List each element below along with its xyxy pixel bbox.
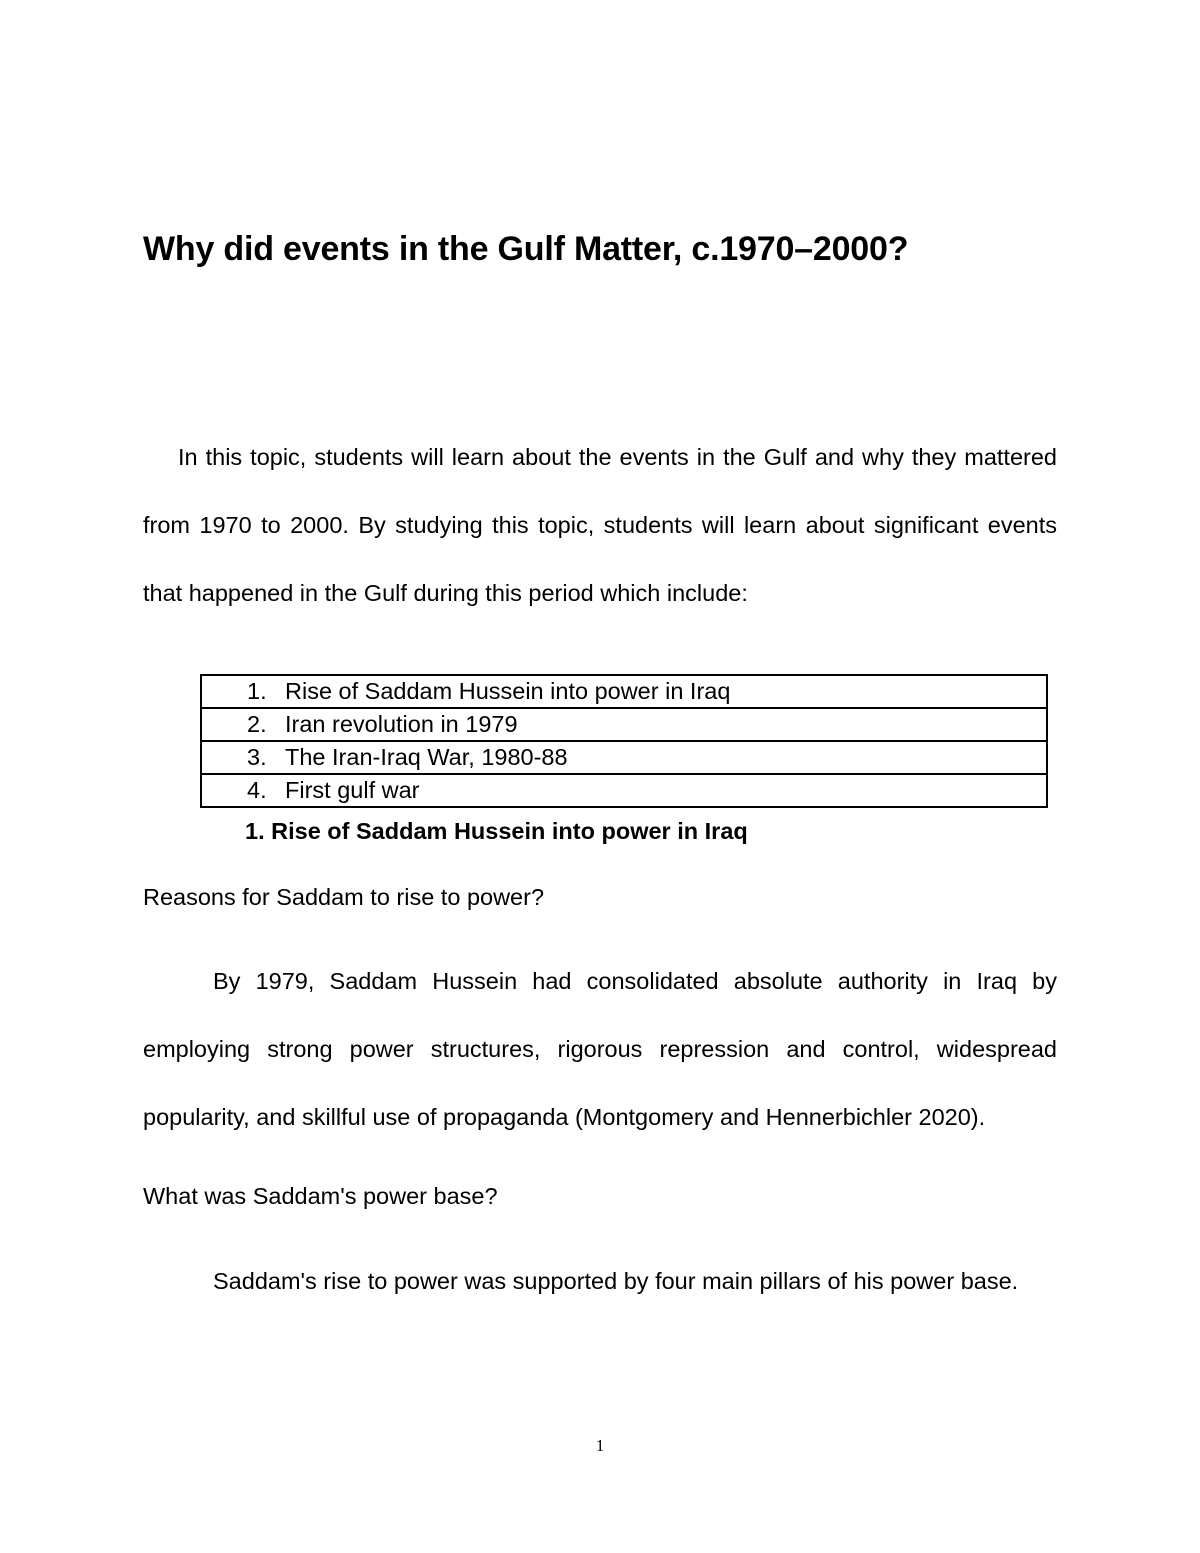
document-title: Why did events in the Gulf Matter, c.1970–2000? [143, 230, 909, 268]
answer-paragraph: Saddam's rise to power was supported by four main pillars of his power base. [213, 1268, 1019, 1294]
topic-cell [201, 675, 1047, 708]
page-number: 1 [595, 1436, 605, 1455]
topic-number: 4. [247, 777, 267, 803]
topic-label: Rise of Saddam Hussein into power in Iraq [285, 678, 731, 704]
topic-cell [201, 708, 1047, 741]
topics-table [200, 674, 1048, 808]
topic-row [201, 675, 1047, 708]
topic-cell [201, 774, 1047, 807]
topic-number: 3. [247, 744, 267, 770]
topic-number: 1. [247, 678, 267, 704]
topic-label: First gulf war [285, 777, 420, 803]
topic-row [201, 741, 1047, 774]
section-heading: 1. Rise of Saddam Hussein into power in Iraq [245, 818, 748, 844]
question-heading: What was Saddam's power base? [143, 1183, 498, 1209]
topic-label: The Iran-Iraq War, 1980-88 [285, 744, 568, 770]
topic-label: Iran revolution in 1979 [285, 711, 518, 737]
topic-row [201, 708, 1047, 741]
topic-cell [201, 741, 1047, 774]
intro-paragraph: In this topic, students will learn about the events in the Gulf and why they mattered from 1970 to 2000. By studying this topic, students will learn about significant events that happened in the Gulf during this period which include: [143, 444, 1057, 606]
topic-number: 2. [247, 711, 267, 737]
answer-paragraph: By 1979, Saddam Hussein had consolidated absolute authority in Iraq by employing strong power structures, rigorous repression and control, widespread popularity, and skillful use of propaganda (Montgomery and Hennerbichler 2020). [143, 968, 1057, 1130]
topic-row [201, 774, 1047, 807]
question-heading: Reasons for Saddam to rise to power? [143, 884, 545, 910]
